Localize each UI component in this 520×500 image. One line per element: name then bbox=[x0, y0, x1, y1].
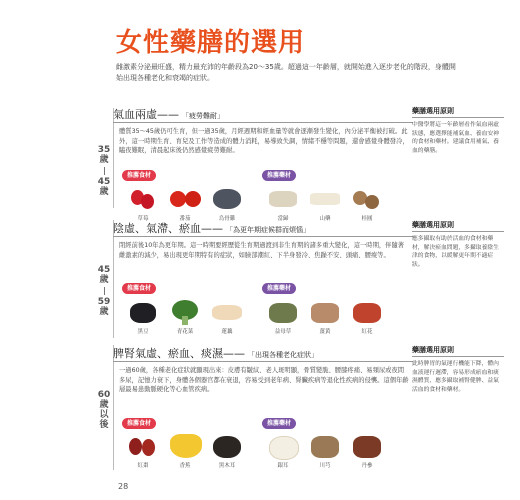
food-badge: 推薦食材 bbox=[122, 418, 156, 429]
ingredient-black-chicken: 烏骨雞 bbox=[207, 185, 247, 222]
ingredient-black-bean: 黑豆 bbox=[123, 298, 163, 335]
age-marker-35-45: 35 歲 45 歲 bbox=[97, 145, 111, 197]
section-qi-blood-deficiency bbox=[113, 106, 413, 156]
principle-box: 藥膳選用原則 此時脾胃的氣運行機能下降，體內血液運行遲滯，容易形成瘀血和痰濕體質，應多攝取補腎健脾、益氣活血的食材和藥材。 bbox=[412, 345, 504, 394]
section-heading: 脾腎氣虛、瘀血、痰濕—— 「出現各種老化症狀」 bbox=[113, 345, 413, 362]
herb-angelica: 當歸 bbox=[263, 185, 303, 222]
herb-chinese-yam: 山藥 bbox=[305, 185, 345, 222]
herb-badge: 推薦藥材 bbox=[262, 170, 296, 181]
food-badge: 推薦食材 bbox=[122, 283, 156, 294]
page-title: 女性藥膳的選用 bbox=[116, 28, 306, 58]
principle-box: 藥膳選用原則 中醫學將這一年齡層看作氣血兩虛狀態，應選擇能補氣血、養血安神的食材和藥材。建議食用補氣、養血的藥膳。 bbox=[412, 106, 504, 155]
age-marker-60: 60 歲 以 後 bbox=[97, 390, 111, 430]
section-body: 體質35～45歲仍可生育，但一過35歲，月經週期和經血量等就會逐漸發生變化，內分泌平衡被打破。此外，這一時期生育、育兒及工作等造成的體力消耗，易導致失調，情緒不穩等問題，還會感覺身體發冷，瞌夜難眠，清晨起床後仍然感覺疲勞難耐。 bbox=[119, 128, 409, 154]
herb-safflower: 紅花 bbox=[347, 298, 387, 335]
herb-longan: 桂圓 bbox=[347, 185, 387, 222]
section-body: 一過60歲，各種老化症狀就顯現出來：皮膚有皺紋、老人斑明顯，骨質變脆、腰膝疼痛、易頻尿或夜間多尿，記憶力衰下，身體各個器官都在衰退，容易受到老年病、腎臟疾病等退化性疾病的侵襲。這個年齡層最易患動脈硬化等心血管疾病。 bbox=[119, 367, 409, 393]
herb-white-fungus: 銀耳 bbox=[263, 432, 303, 469]
section-heading: 氣血兩虛—— 「疲勞難耐」 bbox=[113, 106, 413, 123]
ingredient-tomato: 番茄 bbox=[165, 185, 205, 222]
ingredient-black-fungus: 黑木耳 bbox=[207, 432, 247, 469]
herb-salvia-root: 丹參 bbox=[347, 432, 387, 469]
principle-box: 藥膳選用原則 應多攝取有助於活血的食材和藥材，解決瘀血問題，多攝取養陰生津的食物，以緩解更年期不適症狀。 bbox=[412, 220, 504, 269]
ingredient-broccoli: 青花菜 bbox=[165, 298, 205, 335]
food-badge: 推薦食材 bbox=[122, 170, 156, 181]
section-yin-deficiency-menopause bbox=[113, 220, 413, 260]
ingredient-banana: 香蕉 bbox=[165, 432, 205, 469]
section-heading: 陰虛、氣滯、瘀血—— 「為更年期症候群而煩惱」 bbox=[113, 220, 413, 237]
section-spleen-kidney-deficiency bbox=[113, 345, 413, 395]
herb-motherwort: 益母草 bbox=[263, 298, 303, 335]
section-body: 閉經前後10年為更年期。這一時期要經歷從生育期過渡到非生育期的諸多重大變化，這一時期，伴隨著雌激素的減少，易出現更年期特有的症狀，如臉部潮紅、下半身發冷、焦躁不安、頭痛、腰痠等。 bbox=[119, 242, 405, 259]
ingredient-lotus-root: 蓮藕 bbox=[207, 298, 247, 335]
age-marker-45-59: 45 歲 59 歲 bbox=[97, 265, 111, 317]
ingredient-red-date: 紅棗 bbox=[123, 432, 163, 469]
ingredient-strawberry: 草莓 bbox=[123, 185, 163, 222]
herb-badge: 推薦藥材 bbox=[262, 418, 296, 429]
herb-badge: 推薦藥材 bbox=[262, 283, 296, 294]
page-number: 28 bbox=[118, 482, 129, 491]
herb-turmeric: 薑黃 bbox=[305, 298, 345, 335]
intro-paragraph: 雌激素分泌最旺盛，精力最充沛的年齡段為20～35歲。超過這一年齡層，就開始進入逐步老化的階段，身體開始出現各種老化和衰竭的症狀。 bbox=[116, 63, 456, 82]
herb-chuanxiong: 川芎 bbox=[305, 432, 345, 469]
